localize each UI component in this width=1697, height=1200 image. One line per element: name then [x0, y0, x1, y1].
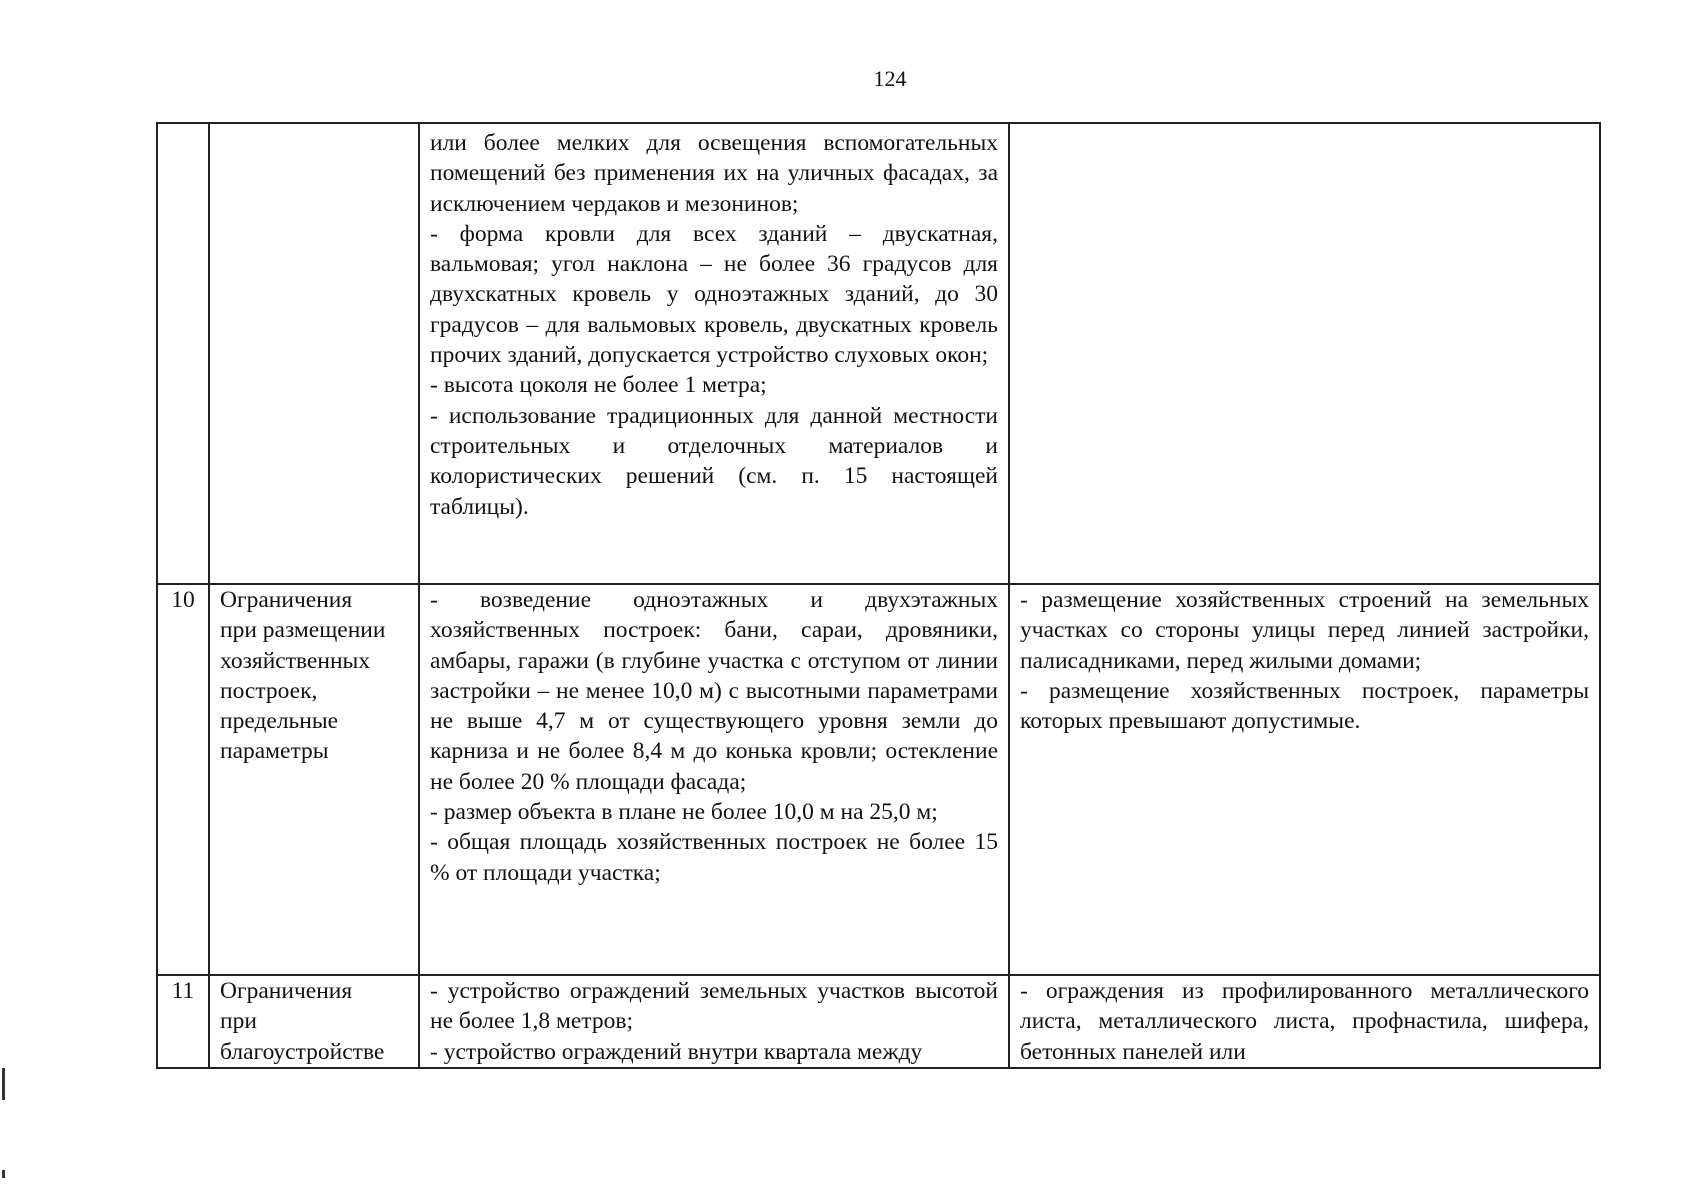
allowed-item: - устройство ограждений внутри квартала между — [430, 1038, 923, 1065]
row-number-cell: 10 — [157, 584, 209, 975]
restriction-name-cell — [209, 584, 419, 975]
restriction-name-cell — [209, 975, 419, 1068]
row-number-cell — [157, 123, 209, 584]
name-line: построек, — [220, 677, 318, 704]
name-line: благоустройстве — [220, 1038, 385, 1065]
name-line: Ограничения — [220, 978, 353, 1004]
forbidden-item: - размещение хозяйственных построек, параметры которых превышают допустимые. — [1020, 677, 1589, 735]
forbidden-cell — [1009, 584, 1600, 975]
allowed-item: - размер объекта в плане не более 10,0 м на 25,0 м; — [430, 799, 938, 826]
allowed-cell — [419, 584, 1009, 975]
allowed-cell — [419, 975, 1009, 1068]
name-line: при — [220, 1008, 257, 1035]
row-number-cell: 11 — [157, 975, 209, 1068]
name-line: при размещении — [220, 617, 386, 644]
table-row — [157, 584, 1600, 975]
forbidden-item: - ограждения из профилированного металлического листа, металлического листа, профнастила, шифера, бетонных панелей или — [1020, 978, 1589, 1065]
scan-margin-mark — [2, 1170, 5, 1178]
allowed-item: или более мелких для освещения вспомогательных помещений без применения их на уличных фасадах, за исключением чердаков и мезонинов; — [430, 130, 998, 217]
allowed-item: - использование традиционных для данной местности строительных и отделочных материалов и колористических решений (см. п. 15 настоящей таблицы). — [430, 402, 998, 520]
allowed-item: - форма кровли для всех зданий – двускатная, вальмовая; угол наклона – не более 36 градусов для двухскатных кровель у одноэтажных зданий, до 30 градусов – для вальмовых кровель, двускатных кровель прочих зданий, допускается устройство слуховых окон; — [430, 220, 998, 369]
name-line: хозяйственных — [220, 647, 371, 674]
scan-margin-mark — [2, 1068, 5, 1100]
restriction-name-cell — [209, 123, 419, 584]
allowed-item: - общая площадь хозяйственных построек не более 15 % от площади участка; — [430, 829, 998, 886]
forbidden-cell — [1009, 975, 1600, 1068]
table-row — [157, 975, 1600, 1068]
page-number: 124 — [873, 66, 907, 91]
allowed-item: - возведение одноэтажных и двухэтажных хозяйственных построек: бани, сараи, дровяники, амбары, гаражи (в глубине участка с отступом от линии застройки – не менее 10,0 м) с высотными параметрами не выше 4,7 м от существующего уровня земли до карниза и не более 8,4 м до конька кровли; остекление не более 20 % площади фасада; — [430, 587, 998, 795]
allowed-item: - высота цоколя не более 1 метра; — [430, 372, 767, 399]
forbidden-item: - размещение хозяйственных строений на земельных участках со стороны улицы перед линией застройки, палисадниками, перед жилыми домами; — [1020, 587, 1589, 674]
forbidden-cell — [1009, 123, 1600, 584]
table-row — [157, 123, 1600, 584]
name-line: предельные — [220, 708, 339, 735]
name-line: Ограничения — [220, 587, 353, 613]
allowed-cell — [419, 123, 1009, 584]
name-line: параметры — [220, 738, 329, 765]
allowed-item: - устройство ограждений земельных участков высотой не более 1,8 метров; — [430, 978, 998, 1035]
regulations-table — [156, 122, 1601, 1069]
